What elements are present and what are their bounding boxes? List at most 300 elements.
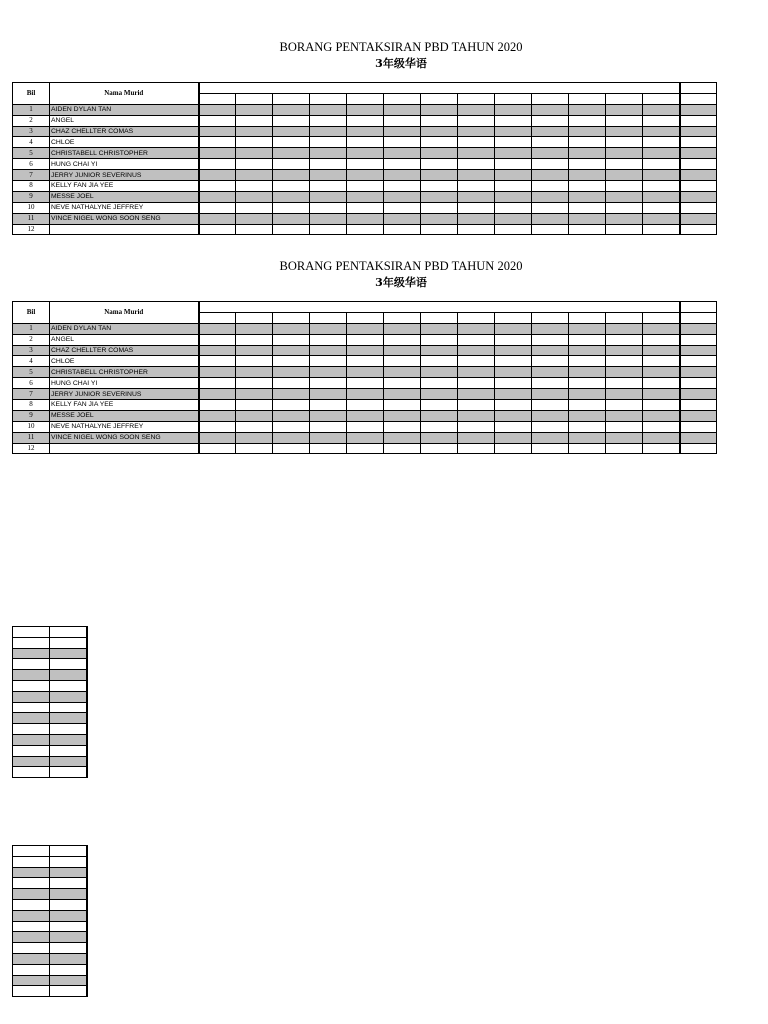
score-cell[interactable] — [532, 421, 569, 432]
grid-cell[interactable] — [13, 680, 50, 691]
grid-cell[interactable] — [13, 856, 50, 867]
score-cell[interactable] — [532, 345, 569, 356]
score-cell[interactable] — [458, 410, 495, 421]
score-cell[interactable] — [606, 356, 643, 367]
score-cell[interactable] — [347, 334, 384, 345]
score-cell[interactable] — [569, 400, 606, 411]
grid-cell[interactable] — [50, 932, 88, 943]
score-cell[interactable] — [680, 410, 717, 421]
score-cell[interactable] — [532, 191, 569, 202]
score-cell[interactable] — [421, 334, 458, 345]
score-cell[interactable] — [458, 104, 495, 115]
score-cell[interactable] — [421, 148, 458, 159]
score-cell[interactable] — [310, 191, 347, 202]
score-cell[interactable] — [643, 410, 680, 421]
score-cell[interactable] — [347, 202, 384, 213]
score-cell[interactable] — [532, 213, 569, 224]
score-cell[interactable] — [347, 378, 384, 389]
score-cell[interactable] — [569, 345, 606, 356]
score-cell[interactable] — [310, 213, 347, 224]
score-cell[interactable] — [236, 115, 273, 126]
score-cell[interactable] — [532, 323, 569, 334]
score-cell[interactable] — [643, 137, 680, 148]
grid-cell[interactable] — [13, 921, 50, 932]
score-cell[interactable] — [569, 367, 606, 378]
score-cell[interactable] — [273, 181, 310, 192]
score-cell[interactable] — [347, 410, 384, 421]
score-cell[interactable] — [347, 115, 384, 126]
score-cell[interactable] — [421, 443, 458, 454]
score-cell[interactable] — [569, 443, 606, 454]
score-cell[interactable] — [606, 148, 643, 159]
score-cell[interactable] — [421, 191, 458, 202]
score-cell[interactable] — [236, 443, 273, 454]
score-cell[interactable] — [310, 224, 347, 235]
score-cell[interactable] — [236, 137, 273, 148]
score-cell[interactable] — [458, 148, 495, 159]
score-cell[interactable] — [384, 213, 421, 224]
score-cell[interactable] — [310, 181, 347, 192]
grid-cell[interactable] — [13, 734, 50, 745]
score-cell[interactable] — [495, 432, 532, 443]
score-cell[interactable] — [532, 224, 569, 235]
score-cell[interactable] — [680, 137, 717, 148]
score-cell[interactable] — [273, 213, 310, 224]
score-cell[interactable] — [421, 410, 458, 421]
score-cell[interactable] — [384, 181, 421, 192]
grid-cell[interactable] — [13, 702, 50, 713]
score-cell[interactable] — [680, 104, 717, 115]
score-cell[interactable] — [199, 389, 236, 400]
grid-cell[interactable] — [50, 943, 88, 954]
score-cell[interactable] — [236, 170, 273, 181]
score-cell[interactable] — [532, 104, 569, 115]
score-cell[interactable] — [606, 400, 643, 411]
score-cell[interactable] — [347, 126, 384, 137]
score-cell[interactable] — [643, 148, 680, 159]
score-cell[interactable] — [236, 421, 273, 432]
grid-cell[interactable] — [50, 889, 88, 900]
grid-cell[interactable] — [50, 713, 88, 724]
score-cell[interactable] — [680, 432, 717, 443]
score-cell[interactable] — [532, 367, 569, 378]
score-cell[interactable] — [680, 159, 717, 170]
score-cell[interactable] — [680, 202, 717, 213]
score-cell[interactable] — [458, 191, 495, 202]
score-cell[interactable] — [643, 323, 680, 334]
score-cell[interactable] — [384, 224, 421, 235]
score-cell[interactable] — [236, 323, 273, 334]
score-cell[interactable] — [236, 367, 273, 378]
score-cell[interactable] — [680, 389, 717, 400]
score-cell[interactable] — [569, 432, 606, 443]
score-cell[interactable] — [347, 191, 384, 202]
grid-cell[interactable] — [13, 943, 50, 954]
score-cell[interactable] — [643, 202, 680, 213]
score-cell[interactable] — [495, 356, 532, 367]
score-cell[interactable] — [310, 115, 347, 126]
score-cell[interactable] — [606, 389, 643, 400]
score-cell[interactable] — [606, 137, 643, 148]
score-cell[interactable] — [384, 148, 421, 159]
score-cell[interactable] — [199, 443, 236, 454]
score-cell[interactable] — [236, 400, 273, 411]
grid-cell[interactable] — [13, 910, 50, 921]
score-cell[interactable] — [236, 389, 273, 400]
score-cell[interactable] — [347, 421, 384, 432]
score-cell[interactable] — [273, 334, 310, 345]
score-cell[interactable] — [569, 202, 606, 213]
score-cell[interactable] — [310, 432, 347, 443]
score-cell[interactable] — [606, 159, 643, 170]
score-cell[interactable] — [606, 213, 643, 224]
score-cell[interactable] — [199, 181, 236, 192]
score-cell[interactable] — [495, 421, 532, 432]
score-cell[interactable] — [643, 400, 680, 411]
score-cell[interactable] — [199, 148, 236, 159]
score-cell[interactable] — [199, 170, 236, 181]
score-cell[interactable] — [643, 181, 680, 192]
score-cell[interactable] — [458, 323, 495, 334]
score-cell[interactable] — [569, 410, 606, 421]
score-cell[interactable] — [310, 410, 347, 421]
score-cell[interactable] — [569, 389, 606, 400]
grid-cell[interactable] — [50, 637, 88, 648]
score-cell[interactable] — [384, 421, 421, 432]
score-cell[interactable] — [680, 213, 717, 224]
grid-cell[interactable] — [50, 627, 88, 638]
score-cell[interactable] — [199, 323, 236, 334]
score-cell[interactable] — [199, 378, 236, 389]
score-cell[interactable] — [643, 345, 680, 356]
score-cell[interactable] — [384, 191, 421, 202]
score-cell[interactable] — [569, 334, 606, 345]
score-cell[interactable] — [458, 137, 495, 148]
score-cell[interactable] — [421, 202, 458, 213]
grid-cell[interactable] — [13, 889, 50, 900]
score-cell[interactable] — [236, 148, 273, 159]
score-cell[interactable] — [347, 389, 384, 400]
score-cell[interactable] — [569, 378, 606, 389]
score-cell[interactable] — [273, 378, 310, 389]
score-cell[interactable] — [458, 378, 495, 389]
score-cell[interactable] — [199, 213, 236, 224]
score-cell[interactable] — [199, 202, 236, 213]
score-cell[interactable] — [384, 367, 421, 378]
score-cell[interactable] — [310, 104, 347, 115]
score-cell[interactable] — [347, 432, 384, 443]
score-cell[interactable] — [643, 224, 680, 235]
score-cell[interactable] — [643, 213, 680, 224]
score-cell[interactable] — [421, 378, 458, 389]
grid-cell[interactable] — [50, 691, 88, 702]
grid-cell[interactable] — [50, 734, 88, 745]
score-cell[interactable] — [495, 224, 532, 235]
grid-cell[interactable] — [50, 846, 88, 857]
grid-cell[interactable] — [13, 745, 50, 756]
score-cell[interactable] — [643, 432, 680, 443]
score-cell[interactable] — [458, 421, 495, 432]
grid-cell[interactable] — [50, 856, 88, 867]
score-cell[interactable] — [384, 115, 421, 126]
score-cell[interactable] — [236, 213, 273, 224]
score-cell[interactable] — [495, 345, 532, 356]
score-cell[interactable] — [199, 345, 236, 356]
score-cell[interactable] — [273, 159, 310, 170]
score-cell[interactable] — [273, 421, 310, 432]
score-cell[interactable] — [310, 345, 347, 356]
score-cell[interactable] — [347, 345, 384, 356]
score-cell[interactable] — [532, 159, 569, 170]
score-cell[interactable] — [532, 137, 569, 148]
score-cell[interactable] — [273, 115, 310, 126]
score-cell[interactable] — [458, 389, 495, 400]
grid-cell[interactable] — [50, 724, 88, 735]
score-cell[interactable] — [606, 345, 643, 356]
score-cell[interactable] — [495, 148, 532, 159]
score-cell[interactable] — [606, 334, 643, 345]
score-cell[interactable] — [384, 170, 421, 181]
grid-cell[interactable] — [13, 756, 50, 767]
score-cell[interactable] — [569, 191, 606, 202]
score-cell[interactable] — [273, 126, 310, 137]
score-cell[interactable] — [606, 115, 643, 126]
score-cell[interactable] — [310, 356, 347, 367]
score-cell[interactable] — [199, 421, 236, 432]
score-cell[interactable] — [458, 202, 495, 213]
score-cell[interactable] — [273, 137, 310, 148]
score-cell[interactable] — [273, 389, 310, 400]
score-cell[interactable] — [532, 181, 569, 192]
score-cell[interactable] — [347, 137, 384, 148]
score-cell[interactable] — [569, 115, 606, 126]
grid-cell[interactable] — [50, 867, 88, 878]
score-cell[interactable] — [273, 224, 310, 235]
score-cell[interactable] — [310, 170, 347, 181]
score-cell[interactable] — [458, 432, 495, 443]
grid-cell[interactable] — [13, 648, 50, 659]
score-cell[interactable] — [643, 389, 680, 400]
score-cell[interactable] — [569, 104, 606, 115]
score-cell[interactable] — [273, 356, 310, 367]
score-cell[interactable] — [347, 104, 384, 115]
grid-cell[interactable] — [13, 964, 50, 975]
score-cell[interactable] — [199, 137, 236, 148]
score-cell[interactable] — [458, 115, 495, 126]
score-cell[interactable] — [236, 191, 273, 202]
score-cell[interactable] — [310, 159, 347, 170]
score-cell[interactable] — [495, 410, 532, 421]
score-cell[interactable] — [643, 115, 680, 126]
score-cell[interactable] — [569, 181, 606, 192]
score-cell[interactable] — [643, 104, 680, 115]
grid-cell[interactable] — [13, 637, 50, 648]
score-cell[interactable] — [273, 443, 310, 454]
score-cell[interactable] — [532, 148, 569, 159]
score-cell[interactable] — [347, 181, 384, 192]
score-cell[interactable] — [606, 224, 643, 235]
score-cell[interactable] — [310, 389, 347, 400]
score-cell[interactable] — [569, 148, 606, 159]
grid-cell[interactable] — [50, 659, 88, 670]
score-cell[interactable] — [384, 202, 421, 213]
score-cell[interactable] — [643, 191, 680, 202]
score-cell[interactable] — [421, 389, 458, 400]
score-cell[interactable] — [236, 202, 273, 213]
score-cell[interactable] — [495, 137, 532, 148]
grid-cell[interactable] — [50, 767, 88, 778]
score-cell[interactable] — [310, 334, 347, 345]
score-cell[interactable] — [384, 137, 421, 148]
score-cell[interactable] — [236, 345, 273, 356]
grid-cell[interactable] — [50, 899, 88, 910]
grid-cell[interactable] — [13, 767, 50, 778]
score-cell[interactable] — [495, 389, 532, 400]
score-cell[interactable] — [310, 378, 347, 389]
grid-cell[interactable] — [13, 867, 50, 878]
grid-cell[interactable] — [13, 659, 50, 670]
score-cell[interactable] — [347, 323, 384, 334]
score-cell[interactable] — [347, 400, 384, 411]
score-cell[interactable] — [569, 159, 606, 170]
score-cell[interactable] — [643, 126, 680, 137]
score-cell[interactable] — [680, 181, 717, 192]
score-cell[interactable] — [495, 181, 532, 192]
score-cell[interactable] — [643, 367, 680, 378]
score-cell[interactable] — [421, 115, 458, 126]
score-cell[interactable] — [606, 378, 643, 389]
score-cell[interactable] — [569, 213, 606, 224]
score-cell[interactable] — [680, 378, 717, 389]
score-cell[interactable] — [643, 443, 680, 454]
score-cell[interactable] — [495, 400, 532, 411]
score-cell[interactable] — [643, 170, 680, 181]
grid-cell[interactable] — [13, 986, 50, 997]
score-cell[interactable] — [680, 345, 717, 356]
score-cell[interactable] — [606, 432, 643, 443]
score-cell[interactable] — [680, 170, 717, 181]
grid-cell[interactable] — [50, 878, 88, 889]
score-cell[interactable] — [421, 367, 458, 378]
score-cell[interactable] — [606, 443, 643, 454]
score-cell[interactable] — [347, 170, 384, 181]
score-cell[interactable] — [458, 345, 495, 356]
score-cell[interactable] — [458, 356, 495, 367]
score-cell[interactable] — [421, 181, 458, 192]
score-cell[interactable] — [421, 345, 458, 356]
score-cell[interactable] — [310, 443, 347, 454]
grid-cell[interactable] — [50, 975, 88, 986]
score-cell[interactable] — [569, 224, 606, 235]
score-cell[interactable] — [199, 410, 236, 421]
score-cell[interactable] — [310, 400, 347, 411]
score-cell[interactable] — [273, 170, 310, 181]
score-cell[interactable] — [495, 126, 532, 137]
score-cell[interactable] — [310, 202, 347, 213]
score-cell[interactable] — [606, 421, 643, 432]
score-cell[interactable] — [421, 137, 458, 148]
grid-cell[interactable] — [50, 702, 88, 713]
score-cell[interactable] — [199, 432, 236, 443]
score-cell[interactable] — [532, 432, 569, 443]
score-cell[interactable] — [495, 213, 532, 224]
score-cell[interactable] — [532, 115, 569, 126]
score-cell[interactable] — [421, 170, 458, 181]
score-cell[interactable] — [532, 389, 569, 400]
score-cell[interactable] — [569, 356, 606, 367]
score-cell[interactable] — [384, 443, 421, 454]
grid-cell[interactable] — [13, 975, 50, 986]
score-cell[interactable] — [384, 334, 421, 345]
score-cell[interactable] — [680, 334, 717, 345]
score-cell[interactable] — [384, 389, 421, 400]
score-cell[interactable] — [495, 170, 532, 181]
grid-cell[interactable] — [50, 910, 88, 921]
score-cell[interactable] — [384, 400, 421, 411]
grid-cell[interactable] — [13, 691, 50, 702]
score-cell[interactable] — [680, 115, 717, 126]
score-cell[interactable] — [421, 104, 458, 115]
score-cell[interactable] — [273, 202, 310, 213]
grid-cell[interactable] — [50, 921, 88, 932]
score-cell[interactable] — [643, 378, 680, 389]
score-cell[interactable] — [569, 323, 606, 334]
score-cell[interactable] — [384, 104, 421, 115]
score-cell[interactable] — [347, 224, 384, 235]
score-cell[interactable] — [199, 191, 236, 202]
score-cell[interactable] — [199, 356, 236, 367]
score-cell[interactable] — [384, 345, 421, 356]
score-cell[interactable] — [273, 323, 310, 334]
score-cell[interactable] — [236, 181, 273, 192]
score-cell[interactable] — [421, 126, 458, 137]
score-cell[interactable] — [495, 104, 532, 115]
score-cell[interactable] — [680, 356, 717, 367]
grid-cell[interactable] — [13, 953, 50, 964]
score-cell[interactable] — [606, 202, 643, 213]
score-cell[interactable] — [199, 334, 236, 345]
score-cell[interactable] — [273, 191, 310, 202]
score-cell[interactable] — [273, 345, 310, 356]
score-cell[interactable] — [606, 181, 643, 192]
score-cell[interactable] — [310, 148, 347, 159]
score-cell[interactable] — [421, 432, 458, 443]
score-cell[interactable] — [495, 443, 532, 454]
grid-cell[interactable] — [50, 680, 88, 691]
score-cell[interactable] — [532, 170, 569, 181]
score-cell[interactable] — [569, 126, 606, 137]
score-cell[interactable] — [680, 443, 717, 454]
score-cell[interactable] — [458, 367, 495, 378]
score-cell[interactable] — [384, 126, 421, 137]
score-cell[interactable] — [458, 181, 495, 192]
score-cell[interactable] — [384, 356, 421, 367]
grid-cell[interactable] — [50, 953, 88, 964]
grid-cell[interactable] — [50, 745, 88, 756]
score-cell[interactable] — [680, 126, 717, 137]
grid-cell[interactable] — [13, 670, 50, 681]
grid-cell[interactable] — [13, 846, 50, 857]
score-cell[interactable] — [495, 115, 532, 126]
score-cell[interactable] — [199, 224, 236, 235]
grid-cell[interactable] — [13, 627, 50, 638]
score-cell[interactable] — [680, 224, 717, 235]
score-cell[interactable] — [643, 159, 680, 170]
score-cell[interactable] — [532, 410, 569, 421]
score-cell[interactable] — [532, 334, 569, 345]
score-cell[interactable] — [421, 323, 458, 334]
score-cell[interactable] — [606, 170, 643, 181]
